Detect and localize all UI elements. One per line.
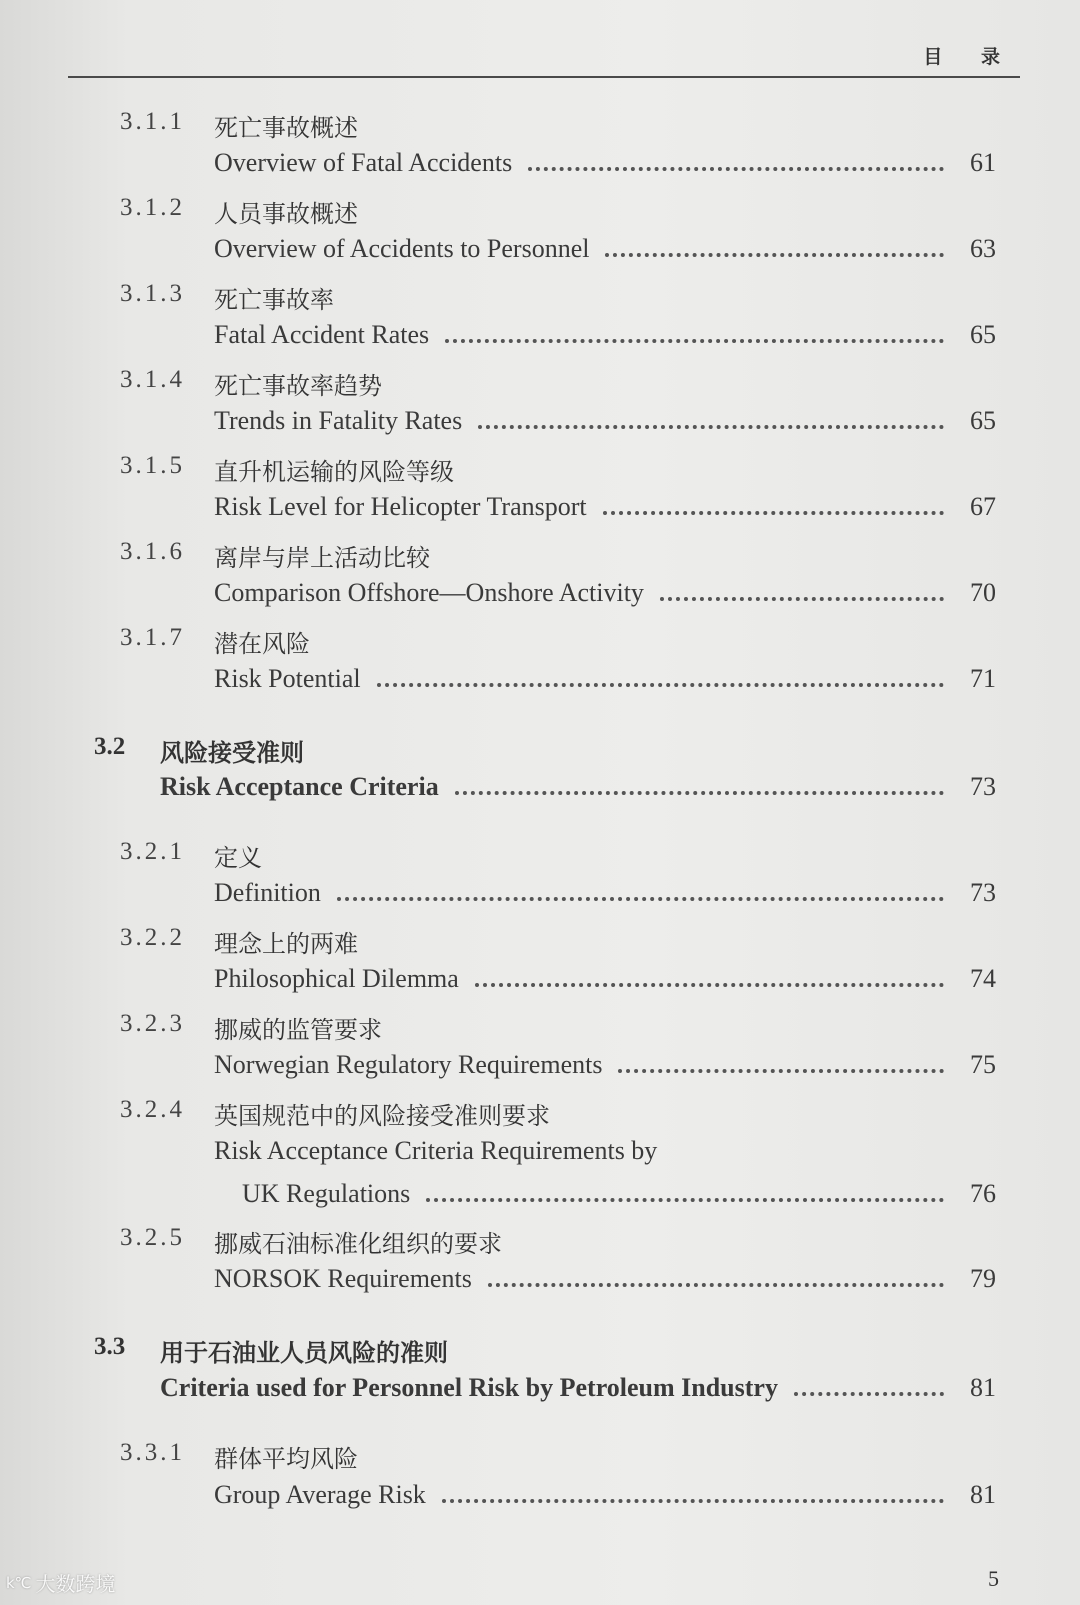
entry-title-en: Overview of Accidents to Personnel bbox=[214, 234, 590, 263]
toc-section-3-2[interactable] bbox=[160, 772, 996, 802]
entry-title-cn: 挪威石油标准化组织的要求 bbox=[214, 1230, 502, 1258]
toc-entry-3-2-4[interactable] bbox=[242, 1179, 996, 1209]
dot-leader bbox=[337, 897, 944, 901]
dot-leader bbox=[794, 1392, 944, 1396]
watermark-text: 大数跨境 bbox=[35, 1572, 116, 1596]
dot-leader bbox=[377, 683, 944, 687]
entry-title-en: NORSOK Requirements bbox=[214, 1264, 472, 1293]
dot-leader bbox=[605, 253, 944, 257]
toc-entry-3-3-1[interactable] bbox=[214, 1480, 996, 1510]
entry-title-cn: 英国规范中的风险接受准则要求 bbox=[214, 1102, 550, 1130]
entry-page: 67 bbox=[970, 492, 996, 521]
entry-page: 65 bbox=[970, 406, 996, 435]
entry-title-en: Philosophical Dilemma bbox=[214, 964, 459, 993]
entry-number: 3.1.4 bbox=[120, 366, 185, 393]
entry-number: 3.3.1 bbox=[120, 1439, 185, 1466]
entry-number: 3.2.2 bbox=[120, 924, 185, 951]
entry-title-cn: 直升机运输的风险等级 bbox=[214, 458, 454, 486]
entry-title-en-cont: UK Regulations bbox=[242, 1179, 411, 1208]
dot-leader bbox=[528, 167, 944, 171]
toc-entry-3-1-7[interactable] bbox=[214, 664, 996, 694]
entry-title-cn: 死亡事故率 bbox=[214, 286, 334, 314]
section-title-cn: 用于石油业人员风险的准则 bbox=[160, 1339, 448, 1367]
entry-page: 61 bbox=[970, 148, 996, 177]
dot-leader bbox=[618, 1069, 944, 1073]
entry-title-en: Risk Acceptance Criteria Requirements by bbox=[214, 1136, 658, 1165]
watermark bbox=[6, 1568, 116, 1597]
page-number: 5 bbox=[988, 1566, 999, 1591]
watermark-logo-icon: k℃ bbox=[6, 1573, 32, 1592]
toc-entry-3-2-3[interactable] bbox=[214, 1050, 996, 1080]
toc-entry-3-1-4[interactable] bbox=[214, 406, 996, 436]
entry-title-en: Overview of Fatal Accidents bbox=[214, 148, 513, 177]
entry-page: 71 bbox=[970, 664, 996, 693]
entry-number: 3.1.2 bbox=[120, 194, 185, 221]
dot-leader bbox=[478, 425, 944, 429]
entry-page: 65 bbox=[970, 320, 996, 349]
entry-number: 3.1.3 bbox=[120, 280, 185, 307]
entry-title-en-line1 bbox=[214, 1136, 996, 1166]
dot-leader bbox=[660, 597, 944, 601]
entry-number: 3.1.7 bbox=[120, 624, 185, 651]
toc-entry-3-1-1[interactable] bbox=[214, 148, 996, 178]
entry-title-cn: 死亡事故概述 bbox=[214, 114, 358, 142]
entry-number: 3.1.1 bbox=[120, 108, 185, 135]
toc-entry-3-2-1[interactable] bbox=[214, 878, 996, 908]
entry-title-en: Group Average Risk bbox=[214, 1480, 426, 1509]
entry-page: 76 bbox=[970, 1179, 996, 1208]
header-title: 目 录 bbox=[923, 46, 1016, 68]
entry-page: 75 bbox=[970, 1050, 996, 1079]
entry-page: 79 bbox=[970, 1264, 996, 1293]
dot-leader bbox=[475, 983, 944, 987]
entry-page: 74 bbox=[970, 964, 996, 993]
entry-number: 3.1.6 bbox=[120, 538, 185, 565]
entry-title-en: Comparison Offshore—Onshore Activity bbox=[214, 578, 644, 607]
dot-leader bbox=[455, 791, 944, 795]
toc-section-3-3[interactable] bbox=[160, 1373, 996, 1403]
entry-title-en: Definition bbox=[214, 878, 321, 907]
section-title-cn: 风险接受准则 bbox=[160, 739, 304, 767]
entry-title-cn: 群体平均风险 bbox=[214, 1445, 358, 1473]
toc-entry-3-2-5[interactable] bbox=[214, 1264, 996, 1294]
entry-page: 70 bbox=[970, 578, 996, 607]
entry-number: 3.2.5 bbox=[120, 1224, 185, 1251]
dot-leader bbox=[603, 511, 944, 515]
entry-title-en: Risk Level for Helicopter Transport bbox=[214, 492, 587, 521]
entry-page: 73 bbox=[970, 878, 996, 907]
entry-title-cn: 挪威的监管要求 bbox=[214, 1016, 382, 1044]
entry-title-cn: 理念上的两难 bbox=[214, 930, 358, 958]
section-title-en: Criteria used for Personnel Risk by Petroleum Industry bbox=[160, 1373, 778, 1402]
section-page: 81 bbox=[970, 1373, 996, 1402]
section-number: 3.3 bbox=[94, 1333, 126, 1360]
dot-leader bbox=[445, 339, 944, 343]
entry-title-en: Fatal Accident Rates bbox=[214, 320, 430, 349]
entry-number: 3.2.4 bbox=[120, 1096, 185, 1123]
section-number: 3.2 bbox=[94, 733, 126, 760]
entry-page: 63 bbox=[970, 234, 996, 263]
toc-entry-3-1-2[interactable] bbox=[214, 234, 996, 264]
entry-title-cn: 潜在风险 bbox=[214, 630, 310, 658]
toc-entry-3-1-5[interactable] bbox=[214, 492, 996, 522]
entry-title-cn: 定义 bbox=[214, 844, 262, 872]
entry-title-cn: 人员事故概述 bbox=[214, 200, 358, 228]
entry-title-en: Norwegian Regulatory Requirements bbox=[214, 1050, 603, 1079]
entry-number: 3.1.5 bbox=[120, 452, 185, 479]
entry-number: 3.2.3 bbox=[120, 1010, 185, 1037]
toc-entry-3-1-6[interactable] bbox=[214, 578, 996, 608]
entry-page: 81 bbox=[970, 1480, 996, 1509]
entry-title-cn: 死亡事故率趋势 bbox=[214, 372, 382, 400]
dot-leader bbox=[442, 1499, 944, 1503]
running-header bbox=[68, 38, 1020, 78]
dot-leader bbox=[488, 1283, 944, 1287]
section-page: 73 bbox=[970, 772, 996, 801]
entry-title-en: Risk Potential bbox=[214, 664, 361, 693]
toc-entry-3-2-2[interactable] bbox=[214, 964, 996, 994]
entry-number: 3.2.1 bbox=[120, 838, 185, 865]
toc-entry-3-1-3[interactable] bbox=[214, 320, 996, 350]
entry-title-cn: 离岸与岸上活动比较 bbox=[214, 544, 430, 572]
section-title-en: Risk Acceptance Criteria bbox=[160, 772, 439, 801]
entry-title-en: Trends in Fatality Rates bbox=[214, 406, 463, 435]
dot-leader bbox=[426, 1198, 944, 1202]
